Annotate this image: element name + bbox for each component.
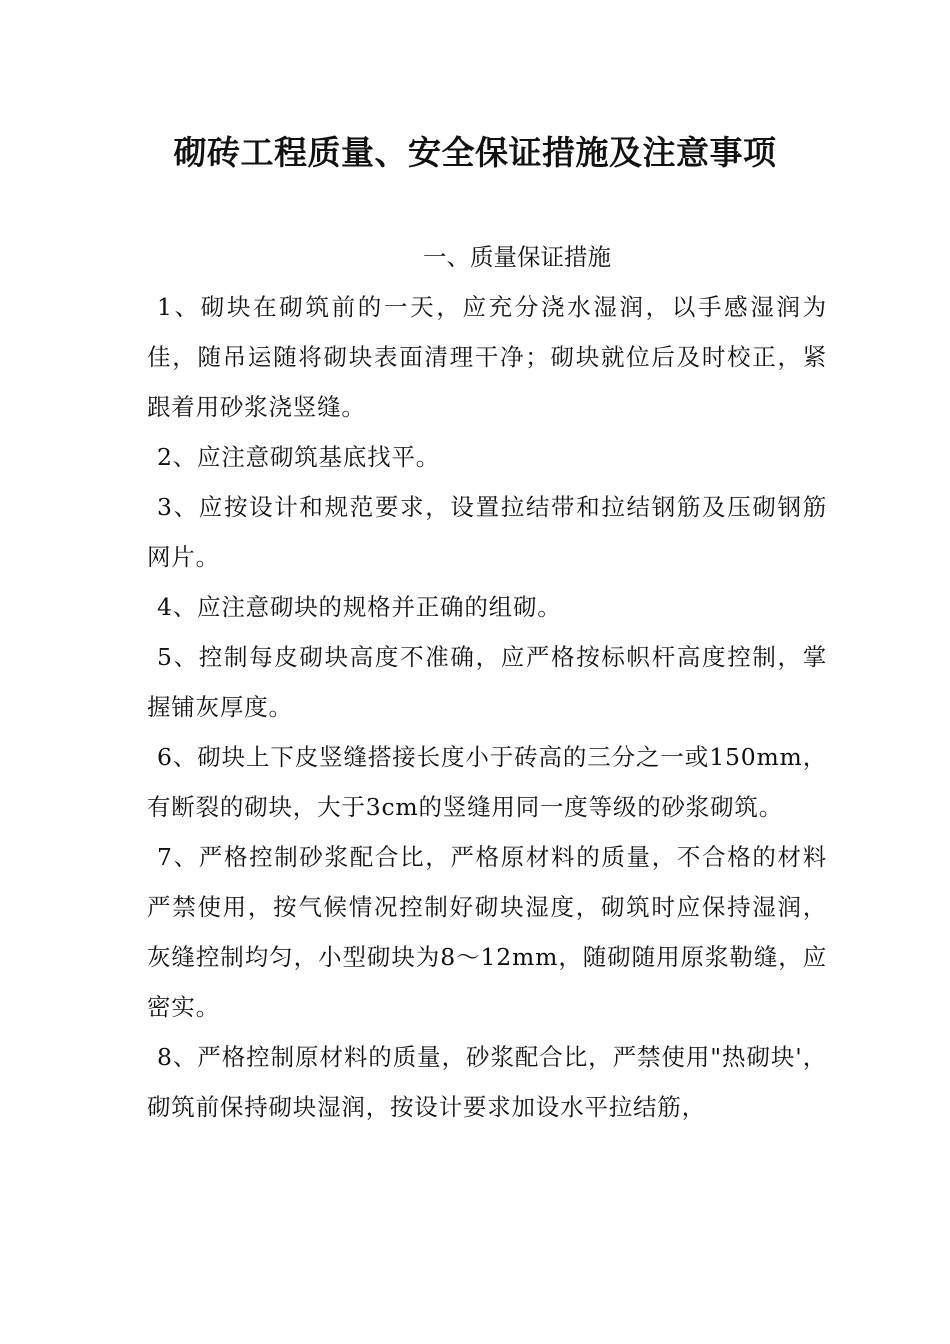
list-item-1: 1、砌块在砌筑前的一天，应充分浇水湿润，以手感湿润为佳，随吊运随将砌块表面清理干净；砌块就位后及时校正，紧跟着用砂浆浇竖缝。 xyxy=(147,293,827,421)
list-item-8: 8、严格控制原材料的质量，砂浆配合比，严禁使用"热砌块'，砌筑前保持砌块湿润，按设计要求加设水平拉结筋， xyxy=(147,1043,827,1121)
document-title: 砌砖工程质量、安全保证措施及注意事项 xyxy=(173,133,777,172)
document-body xyxy=(147,232,827,1132)
section-heading: 一、质量保证措施 xyxy=(423,243,611,271)
list-item-6: 6、砌块上下皮竖缝搭接长度小于砖高的三分之一或150mm，有断裂的砌块，大于3cm的竖缝用同一度等级的砂浆砌筑。 xyxy=(147,743,827,821)
list-item-4: 4、应注意砌块的规格并正确的组砌。 xyxy=(157,593,562,621)
list-item-7: 7、严格控制砂浆配合比，严格原材料的质量，不合格的材料严禁使用，按气候情况控制好砌块湿度，砌筑时应保持湿润，灰缝控制均匀，小型砌块为8～12mm，随砌随用原浆勒缝，应密实。 xyxy=(147,843,827,1021)
list-item-3: 3、应按设计和规范要求，设置拉结带和拉结钢筋及压砌钢筋网片。 xyxy=(147,493,827,571)
list-item-2: 2、应注意砌筑基底找平。 xyxy=(157,443,441,471)
list-item-5: 5、控制每皮砌块高度不准确，应严格按标帜杆高度控制，掌握铺灰厚度。 xyxy=(147,643,827,721)
